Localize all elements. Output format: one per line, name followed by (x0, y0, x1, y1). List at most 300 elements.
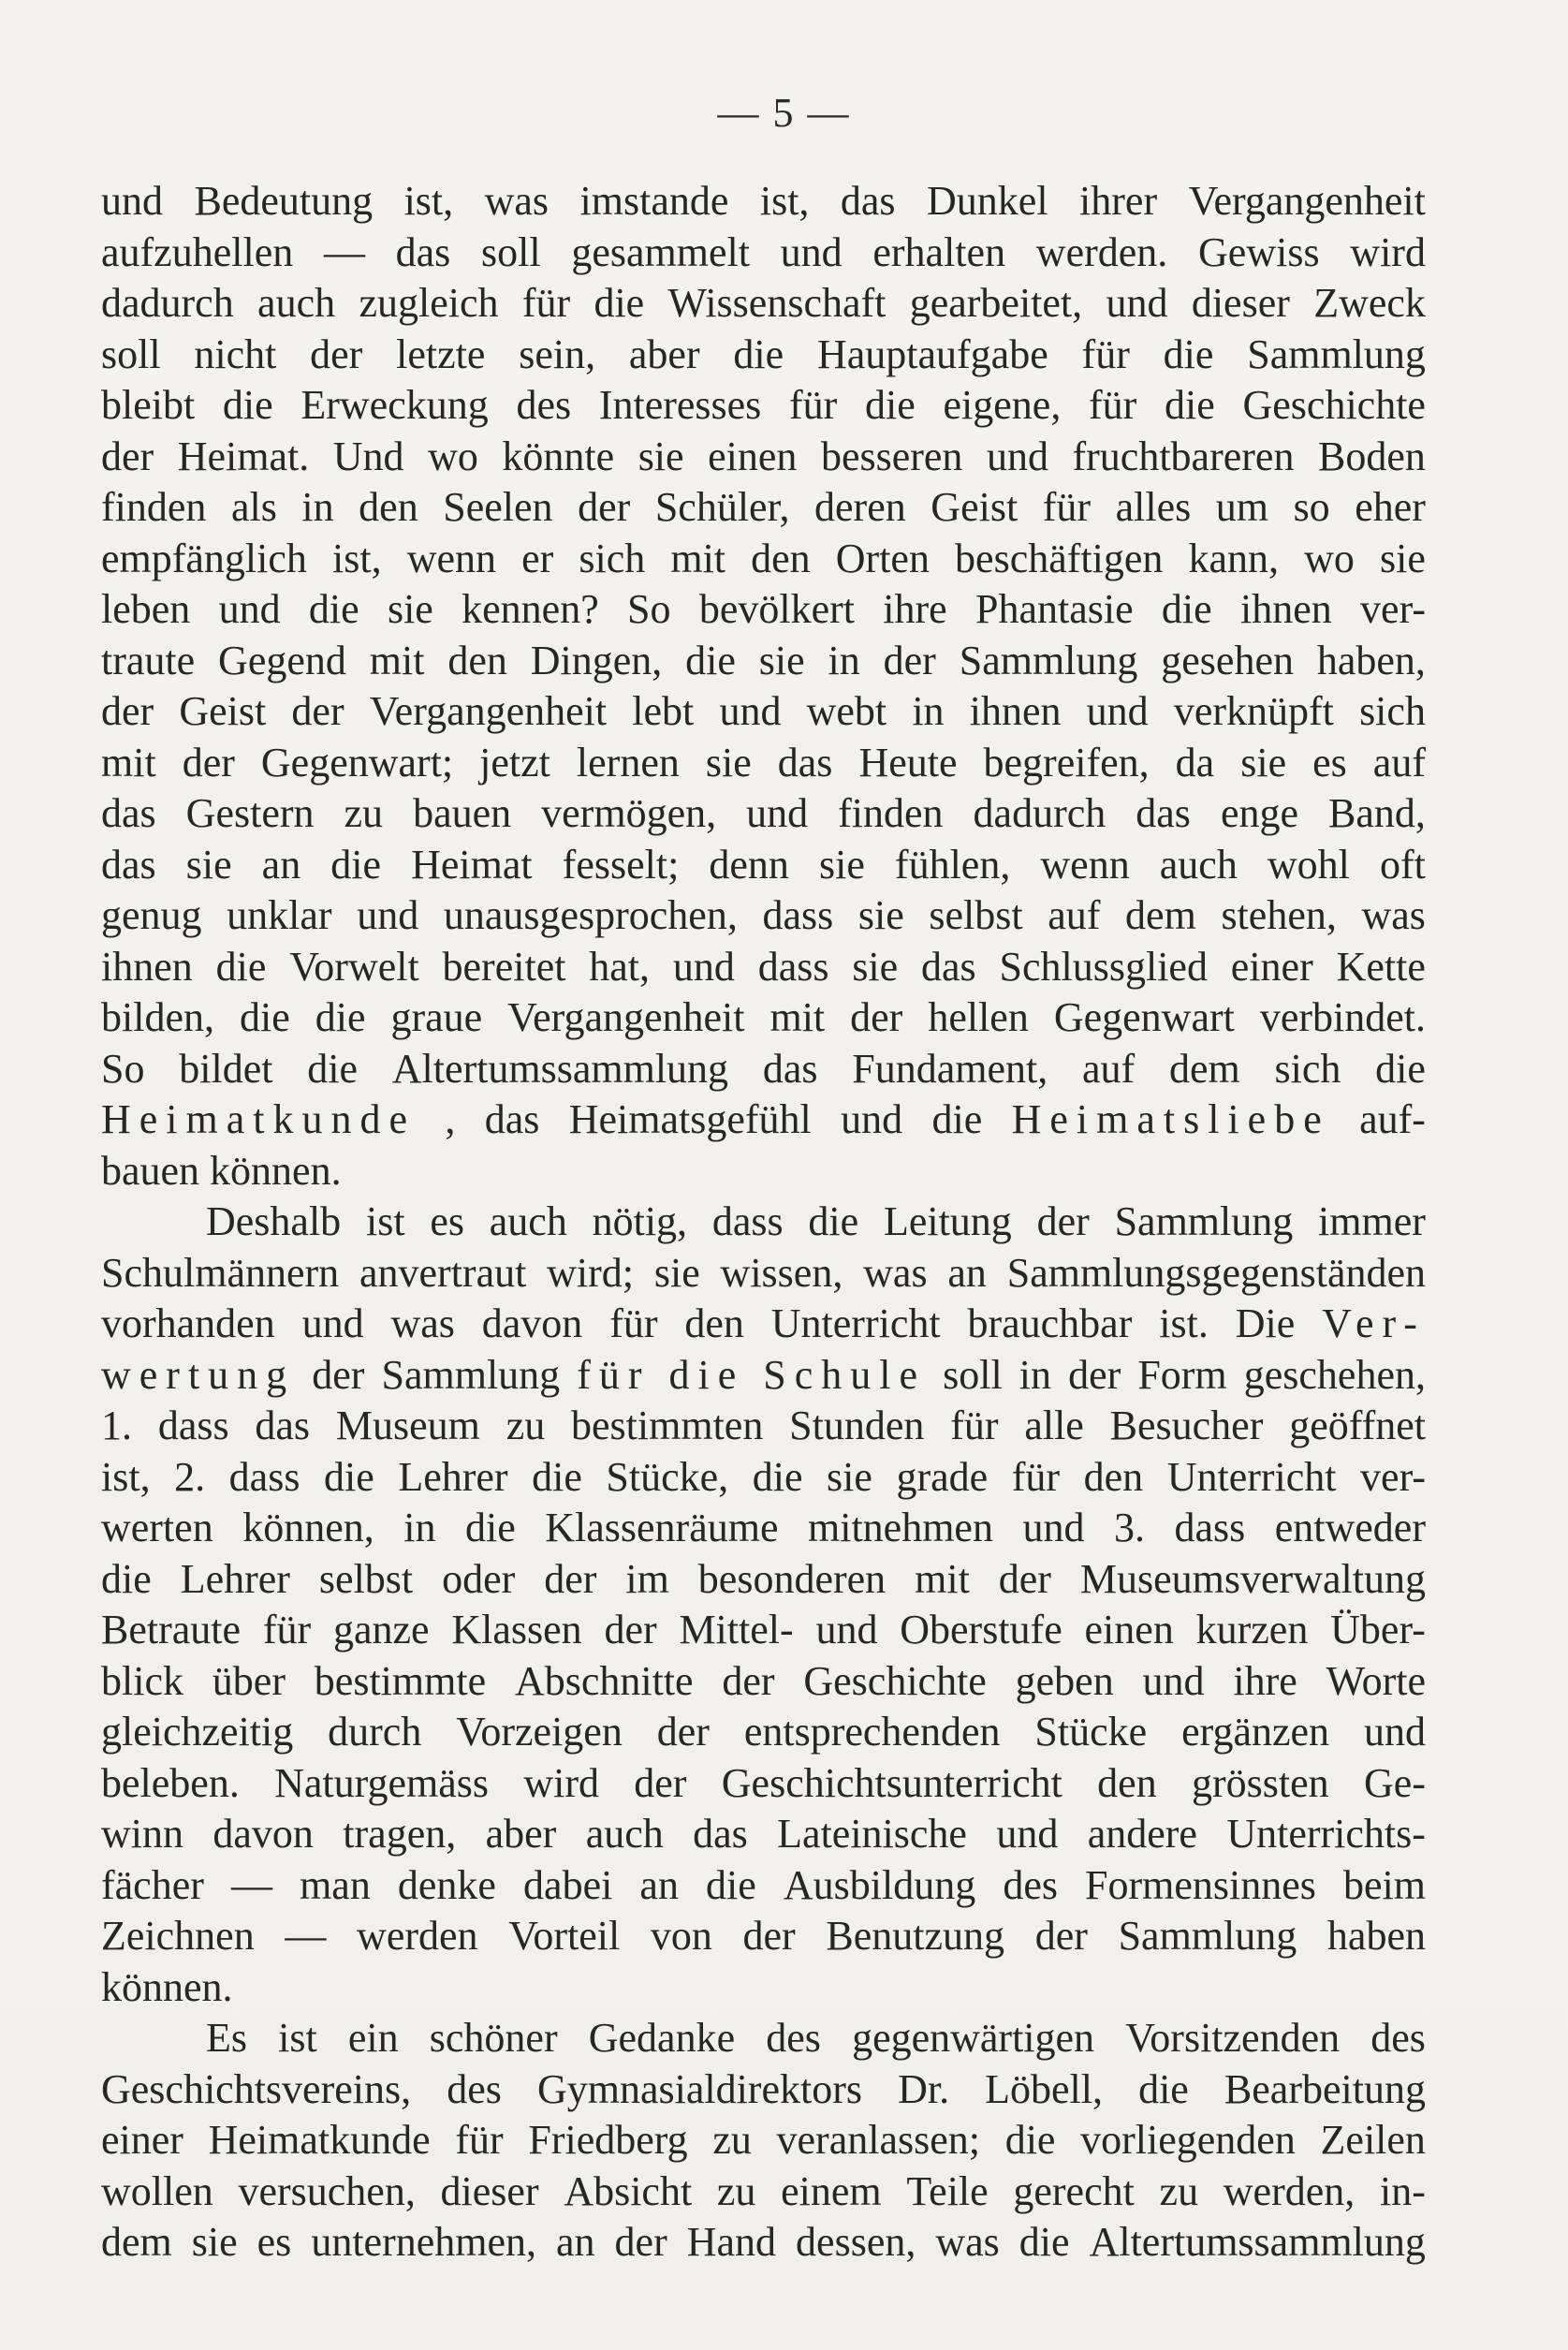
word: und (101, 178, 163, 224)
word: Stücke (1034, 1709, 1148, 1755)
text-line (101, 1962, 1426, 2014)
word: lernen (576, 739, 680, 786)
word: aufzuhellen (101, 228, 294, 275)
word: zu (712, 2117, 752, 2163)
word: der (310, 330, 363, 377)
word: webt (806, 688, 887, 734)
word: Löbell, (985, 2065, 1103, 2112)
word: Erweckung (300, 382, 489, 428)
text-line (101, 1860, 1426, 1912)
word: des (516, 382, 572, 428)
word: Altertumssammlung (1089, 2219, 1426, 2265)
word: hat, (589, 943, 651, 990)
word: begreifen, (983, 739, 1150, 786)
word: da (1175, 739, 1215, 786)
text-line (101, 380, 1426, 432)
word: bleibt (101, 382, 196, 428)
word: die (1018, 2219, 1070, 2265)
word: der (291, 688, 344, 734)
word: gerecht (1013, 2167, 1135, 2214)
word: bilden, (101, 994, 214, 1040)
line-text: bauen können. (101, 1147, 342, 1194)
word: die (752, 1453, 803, 1500)
word: wollen (101, 2167, 213, 2214)
word: letzte (396, 330, 486, 377)
word: in (912, 688, 945, 734)
word: fruchtbareren (1072, 433, 1295, 479)
word: für (1011, 1453, 1061, 1500)
body-text (101, 176, 1426, 2269)
word: die (1161, 586, 1212, 632)
word: ist, (403, 178, 454, 224)
word: ver- (1360, 586, 1426, 632)
text-line (101, 330, 1426, 381)
word: in- (1379, 2167, 1426, 2214)
word: Geist (179, 688, 267, 734)
word: der (634, 1759, 687, 1806)
word: Geschichtsunterricht (721, 1759, 1062, 1806)
text-line (101, 1248, 1426, 1300)
word: Bedeutung (194, 178, 374, 224)
text-line (101, 1809, 1426, 1860)
word: deren (814, 484, 906, 530)
word: und (1363, 1709, 1426, 1755)
word: der (742, 1913, 796, 1959)
word: die (315, 994, 366, 1040)
text-line (101, 482, 1426, 534)
word: das (395, 228, 451, 275)
text-line (101, 1605, 1426, 1656)
word: des (447, 2065, 502, 2112)
word: verbindet. (1259, 994, 1426, 1040)
word: die (1375, 1045, 1426, 1092)
word: wenn (1040, 841, 1130, 888)
word: was (935, 2219, 1000, 2265)
text-line (101, 228, 1426, 279)
word: verknüpft (1173, 688, 1334, 734)
word: ist (365, 1198, 405, 1244)
word: Hauptaufgabe (816, 330, 1048, 377)
word: denke (397, 1861, 496, 1908)
word: über (212, 1657, 286, 1704)
word: haben (1326, 1913, 1426, 1959)
word: Orten (835, 535, 930, 581)
word: Schüler, (654, 484, 790, 530)
word: für (950, 1403, 999, 1448)
emphasized-word: wertung (101, 1351, 296, 1398)
word: Sammlungsgegenständen (1006, 1249, 1426, 1296)
word: an (556, 2219, 595, 2265)
word: sich (1359, 688, 1426, 734)
word: sie (705, 739, 752, 786)
word: blick (101, 1657, 183, 1704)
word: besonderen (697, 1555, 887, 1602)
word: Worte (1326, 1657, 1426, 1704)
word: das (255, 1403, 311, 1448)
word: die (324, 1453, 374, 1500)
word: das (921, 943, 976, 990)
text-line (101, 636, 1426, 687)
word: die (222, 382, 273, 428)
text-line (101, 738, 1426, 789)
word: — (323, 228, 365, 275)
word: , (445, 1096, 456, 1142)
word: Unterrichts- (1226, 1811, 1426, 1857)
word: dass (228, 1453, 300, 1500)
word: ist (278, 2015, 317, 2061)
word: die (532, 1453, 582, 1500)
text-line (101, 890, 1426, 942)
word: dem (1168, 1045, 1240, 1092)
text-line (101, 176, 1426, 228)
text-line (101, 2064, 1426, 2116)
word: es (430, 1198, 464, 1244)
word: Sammlung (1118, 1913, 1297, 1959)
word: für (521, 280, 571, 326)
word: ganze (332, 1607, 430, 1652)
word: von (650, 1913, 712, 1959)
text-line (101, 432, 1426, 483)
word: Geschichte (1242, 382, 1426, 428)
word: mit (670, 535, 726, 581)
word: bauen (413, 790, 512, 836)
word: wo (1304, 535, 1355, 581)
word: gesehen (1161, 637, 1294, 683)
word: in (301, 484, 334, 530)
word: dass (762, 892, 834, 938)
word: der (1068, 1351, 1121, 1398)
word: gleichzeitig (101, 1709, 294, 1755)
word: sie (852, 943, 899, 990)
word: ihrer (1079, 178, 1158, 224)
word: Sammlung (381, 1351, 561, 1398)
word: — (230, 1861, 272, 1908)
word: lebt (632, 688, 695, 734)
word: ihre (883, 586, 947, 632)
word: Vorteil (508, 1913, 621, 1959)
word: mit (769, 994, 826, 1040)
word: dass (757, 943, 829, 990)
word: Deshalb (206, 1198, 342, 1244)
word: auf (1082, 1045, 1136, 1092)
text-line (101, 1911, 1426, 1962)
word: sich (579, 535, 646, 581)
word: was (863, 1249, 928, 1296)
word: Gedanke (588, 2015, 736, 2061)
word: beleben. (101, 1759, 240, 1806)
word: entweder (1274, 1505, 1426, 1550)
word: dass (1174, 1505, 1246, 1550)
text-line (101, 1656, 1426, 1708)
word: und (1142, 1657, 1205, 1704)
word: der (182, 739, 235, 786)
word: sein, (519, 330, 596, 377)
word: ergänzen (1181, 1709, 1330, 1755)
word: und (1086, 688, 1149, 734)
word: Teile (906, 2167, 989, 2214)
word: Sammlung (1114, 1198, 1294, 1244)
word: sie (827, 1453, 872, 1500)
word: schöner (429, 2015, 558, 2061)
word: wissen, (720, 1249, 843, 1296)
word: nötig, (592, 1198, 688, 1244)
word: veranlassen; (776, 2117, 980, 2163)
word: Vergangenheit (369, 688, 608, 734)
word: zugleich (359, 280, 499, 326)
word: traute (101, 637, 196, 683)
word: empfänglich (101, 535, 307, 581)
word: Oberstufe (900, 1607, 1062, 1652)
word: können, (242, 1505, 374, 1550)
word: Heimatkunde (208, 2117, 431, 2163)
word: Gegenwart; (260, 739, 454, 786)
word: Leitung (883, 1198, 1012, 1244)
word: ist, (332, 535, 382, 581)
word: es (1312, 739, 1347, 786)
word: was (1361, 892, 1426, 938)
word: Interesses (598, 382, 762, 428)
word: Hand (686, 2219, 777, 2265)
word: und (672, 943, 735, 990)
word: dieser (440, 2167, 539, 2214)
text-line (101, 2013, 1426, 2064)
word: Wissenschaft (667, 280, 887, 326)
word: das (1136, 790, 1191, 836)
word: vorliegenden (1080, 2117, 1296, 2163)
word: sie (191, 2219, 238, 2265)
word: und (1022, 1505, 1085, 1550)
word: wird (523, 1759, 599, 1806)
word: soll (943, 1351, 1003, 1398)
word: grade (896, 1453, 989, 1500)
word: Phantasie (975, 586, 1134, 632)
word: die (1138, 2065, 1189, 2112)
word: sie (185, 841, 232, 888)
word: der (1036, 1198, 1090, 1244)
word: der (883, 637, 936, 683)
word: Altertumssammlung (391, 1045, 729, 1092)
word: um (1215, 484, 1269, 530)
word: nicht (194, 330, 277, 377)
word: das (840, 178, 896, 224)
word: bereitet (442, 943, 566, 990)
word: Mittel- (679, 1607, 794, 1652)
word: geöffnet (1289, 1403, 1426, 1448)
word: selbst (929, 892, 1023, 938)
word: der (722, 1657, 775, 1704)
word: und (218, 586, 281, 632)
word: alles (1115, 484, 1192, 530)
word: die (808, 1198, 859, 1244)
word: immer (1318, 1198, 1426, 1244)
word: Ge- (1363, 1759, 1426, 1806)
text-line (101, 1707, 1426, 1758)
word: Lehrer (398, 1453, 508, 1500)
word: Lateinische (777, 1811, 967, 1857)
word: dadurch (973, 790, 1106, 836)
word: Gymnasialdirektors (536, 2065, 862, 2112)
word: geben (1015, 1657, 1114, 1704)
word: dass (157, 1403, 229, 1448)
word: Unterricht (1166, 1453, 1337, 1500)
word: die (215, 943, 267, 990)
word: ver- (1360, 1453, 1426, 1500)
word: dabei (523, 1861, 613, 1908)
word: auf (1372, 739, 1426, 786)
word: Vergangenheit (507, 994, 745, 1040)
word: und (780, 228, 843, 275)
word: könnte (502, 433, 615, 479)
text-line (101, 686, 1426, 738)
word: es (256, 2219, 292, 2265)
word: die (239, 994, 290, 1040)
word: ihnen (969, 688, 1062, 734)
text-line (101, 278, 1426, 330)
word: leben (101, 586, 191, 632)
word: grössten (1192, 1759, 1329, 1806)
word: und (1106, 280, 1168, 326)
word: zu (716, 2167, 756, 2214)
emphasized-word: für die Schule (577, 1351, 927, 1398)
word: die (464, 1505, 516, 1550)
word: Dingen, (530, 637, 663, 683)
word: kurzen (1195, 1607, 1309, 1652)
word: der (1034, 1913, 1088, 1959)
word: jetzt (479, 739, 550, 786)
word: Zeichnen (101, 1913, 255, 1959)
text-line (101, 1554, 1426, 1606)
word: bevölkert (698, 586, 855, 632)
word: des (766, 2015, 821, 2061)
word: die (931, 1096, 983, 1142)
word: bestimmten (571, 1403, 764, 1448)
word: Boden (1317, 433, 1426, 479)
word: werden (357, 1913, 478, 1959)
word: werden, (1223, 2167, 1356, 2214)
word: Betraute (101, 1607, 242, 1652)
word: besseren (820, 433, 963, 479)
word: dieser (1191, 280, 1290, 326)
word: soll (481, 228, 541, 275)
word: fesselt; (562, 841, 680, 888)
word: sie (637, 433, 684, 479)
word: und (746, 790, 809, 836)
word: gearbeitet, (909, 280, 1083, 326)
word: kennen? (462, 586, 599, 632)
word: aber (485, 1811, 557, 1857)
word: Abschnitte (514, 1657, 694, 1704)
word: Geist (931, 484, 1018, 530)
word: und (996, 1811, 1059, 1857)
word: der (656, 1709, 710, 1755)
word: einer (101, 2117, 183, 2163)
word: Klassen (451, 1607, 582, 1652)
word: das (484, 1096, 540, 1142)
word: davon (212, 1811, 314, 1857)
word: Friedberg (528, 2117, 688, 2163)
word: stehen, (1221, 892, 1337, 938)
word: Geschichte (803, 1657, 987, 1704)
word: Vorsitzenden (1125, 2015, 1341, 2061)
word: das (777, 739, 833, 786)
word: fächer (101, 1861, 204, 1908)
word: sie (818, 841, 865, 888)
word: graue (390, 994, 483, 1040)
word: Heimatsgefühl (568, 1096, 812, 1142)
word: enge (1220, 790, 1299, 836)
word: Gestern (185, 790, 315, 836)
word: in (403, 1505, 436, 1550)
word: zu (344, 790, 384, 836)
word: ist, (759, 178, 810, 224)
word: sich (1274, 1045, 1341, 1092)
word: imstande (579, 178, 729, 224)
word: Unterricht (770, 1300, 941, 1346)
word: die (330, 841, 382, 888)
word: der (604, 1607, 657, 1652)
word: mitnehmen (808, 1505, 993, 1550)
word: das (762, 1045, 818, 1092)
page-number: — 5 — (717, 90, 851, 136)
word: Heimat. (177, 433, 310, 479)
word: Dr. (898, 2065, 950, 2112)
word: und (357, 892, 419, 938)
word: alle (1024, 1403, 1084, 1448)
word: bestimmte (314, 1657, 487, 1704)
word: So (101, 1045, 145, 1092)
word: Schulmännern (101, 1249, 340, 1296)
word: auch (489, 1198, 567, 1244)
word: aber (628, 330, 700, 377)
text-line (101, 2166, 1426, 2218)
word: Es (206, 2015, 247, 2061)
word: zu (1159, 2167, 1199, 2214)
word: beim (1343, 1861, 1426, 1908)
word: finden (838, 790, 944, 836)
word: finden (101, 484, 207, 530)
word: das (101, 841, 156, 888)
word: sie (1240, 739, 1287, 786)
word: Geschichtsvereins, (101, 2065, 412, 2112)
word: gegenwärtigen (852, 2015, 1095, 2061)
word: Schlussglied (999, 943, 1208, 990)
word: unternehmen, (311, 2219, 537, 2265)
word: an (947, 1249, 987, 1296)
word: winn (101, 1811, 183, 1857)
word: Heute (858, 739, 958, 786)
word: — (285, 1913, 327, 1959)
word: wohl (1267, 841, 1350, 888)
word: für (609, 1300, 658, 1346)
word: ist, (101, 1453, 151, 1500)
word: sie (1379, 535, 1426, 581)
word: Naturgemäss (274, 1759, 490, 1806)
word: der (101, 688, 154, 734)
word: tragen, (343, 1811, 457, 1857)
word: wird; (547, 1249, 635, 1296)
word: Vorwelt (289, 943, 419, 990)
word: Benutzung (826, 1913, 1005, 1959)
word: und (815, 1607, 878, 1652)
word: der (614, 2219, 667, 2265)
word: anvertraut (359, 1249, 527, 1296)
word: Absicht (564, 2167, 693, 2214)
text-line (101, 584, 1426, 636)
word: den (684, 1300, 744, 1346)
word: 2. (174, 1453, 206, 1500)
word: die (1004, 2117, 1056, 2163)
word: des (1003, 1861, 1058, 1908)
